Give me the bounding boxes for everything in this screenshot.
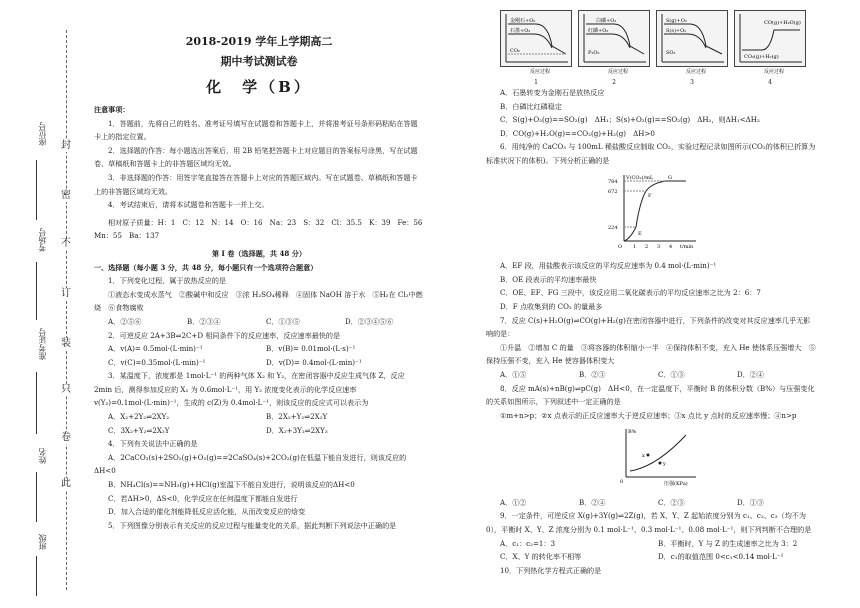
q5-option-d: D．CO(g)+H₂O(g)==CO₂(g)+H₂(g) ΔH>0 [500,128,655,138]
note-item: 3．非选择题的作答：用签字笔直接答在答题卡上对应的答题区域内。写在试题卷、草稿纸和答题卡上的非答题区域均无效。 [94,172,418,196]
q8-option-c: C．②③ [658,497,685,507]
subject-title: 化 学（B） [206,78,312,96]
energy-graph-4-plot [734,10,806,76]
exam-room-label: 考场号 [38,228,47,252]
seal-line [66,30,67,590]
q9-stem: 9．一定条件，可逆反应 X(g)+3Y(g)⇌2Z(g)，若 X、Y、Z 起始浓度分别为 c₁、c₂、c₃（均不为 0），平衡时 X、Y、Z 浓度分别为 0.1 mol·L⁻¹、0.3 mol·L⁻¹、0.08 mol·L⁻¹，则下列判断不合理的是 [486,511,812,535]
graph-1-xlabel: 反应过程 [529,69,551,75]
q7-option-d: D．②④ [737,369,764,379]
q6-xtick-3: 3 [657,243,661,250]
graph-3-mid-label: S(s)+O₂ [666,28,687,34]
q6-figure [606,171,816,256]
energy-graph-3 [656,10,728,86]
q1-option-a: A．②⑤⑥ [108,316,142,326]
q7-option-b: B．②③ [579,369,606,379]
seat-number-label: 座位号 [38,122,47,146]
energy-graph-2 [578,10,650,86]
q8-origin: 0 [620,479,624,486]
q8-point-x: x [642,453,645,460]
q8-figure [616,425,816,492]
q8-option-a: A．①② [500,497,527,507]
q2-option-a: A．v(A)= 0.5mol·(L·min)⁻¹ [108,344,203,354]
exam-room-field[interactable] [36,262,37,320]
q9-options-row1 [500,537,816,551]
ticket-number-field[interactable] [36,372,37,434]
q6-xtick-2: 2 [645,243,649,250]
energy-graph-1-plot [500,10,572,76]
graph-4-xlabel: 反应过程 [763,69,785,75]
exam-title-name: 期中考试测试卷 [220,55,298,68]
q7-options [500,368,816,382]
q8-xlabel: 压强(KPa) [664,481,688,488]
q6-stem: 6．用纯净的 CaCO₃ 与 100mL 稀盐酸反应制取 CO₂，实验过程记录如图所示(CO₂的体积已折算为标准状况下的体积)。下列分析正确的是 [486,142,816,165]
q1-options [108,315,424,329]
right-column [486,10,816,577]
graph-4-number: 4 [768,79,772,86]
q10-stem: 10．下列热化学方程式正确的是 [500,565,602,575]
q9-option-b: B．平衡时，Y 与 Z 的生成速率之比为 3：2 [658,538,798,548]
q7-option-c: C．①③ [658,369,685,379]
graph-2-xlabel: 反应过程 [607,69,629,75]
q6-xlabel: t/min [680,243,694,250]
q7-option-a: A．①⑤ [500,369,527,379]
energy-graph-1 [500,10,572,86]
q5-option-b: B．白磷比红磷稳定 [500,101,562,111]
energy-graph-2-plot [578,10,650,76]
graph-3-xlabel: 反应过程 [685,69,707,75]
graph-1-number: 1 [534,79,538,86]
q6-xtick-1: 1 [633,243,637,250]
q1-body: ①液态水变成水蒸气 ②酸碱中和反应 ③浓 H₂SO₄稀释 ④固体 NaOH 溶于水 ⑤H₂在 Cl₂中燃烧 ⑥食物腐败 [94,289,423,313]
q8-ylabel: B% [628,429,637,436]
q7-stem: 7．反应 C(s)+H₂O(g)⇌CO(g)+H₂(g)在密闭容器中进行，下列条件的改变对其反应速率几乎无影响的是： [486,315,811,339]
graph-2-number: 2 [612,79,616,86]
q8-body: ①m+n>p；②x 点表示的正反应速率大于逆反应速率；③x 点比 y 点时的反应速率慢；④n>p [500,410,797,420]
name-field[interactable] [36,472,37,522]
q3-option-b: B．2X₂+Y₂⇌2X₂Y [266,412,328,422]
seal-char: 此 [61,478,71,489]
graph-1-mid-label: 石墨+O₂ [510,28,531,34]
q1-stem: 1．下列变化过程，属于放热反应的是 [108,276,227,286]
seal-char: 卷 [61,432,71,443]
q6-ytick-672: 672 [608,188,618,195]
q6-option-c: C．OE、EF、FG 三段中，该反应用二氧化碳表示的平均反应速率之比为 2：6：7 [500,288,761,298]
q8-pressure-graph [616,425,700,487]
q3-stem: 3．某温度下，浓度都是 1mol·L⁻¹ 的两种气体 X₂ 和 Y₂，在密闭容器中反应生成气体 Z，反应 2min 后，测得参加反应的 X₂ 为 0.6mol·L⁻¹，用 Y₂ 浓度变化表示的化学反应速率 v(Y₂)=0.1mol·(L·min)⁻¹，生成的 c(Z)为 0.4mol·L⁻¹，则该反应的反应式可以表示为 [94,371,405,408]
note-item: 2．选择题的作答：每小题选出答案后，用 2B 铅笔把答题卡上对应题目的答案标号涂黑，写在试题卷、草稿纸和答题卡上的非答题区域均无效。 [94,145,418,169]
graph-4-top-label: CO(g)+H₂O(g) [764,20,801,26]
q6-point-g: G [668,174,672,181]
q8-point-y: y [663,461,666,468]
graph-3-top-label: S(g)+O₂ [666,18,687,24]
part1-title: 第 I 卷（选择题，共 48 分） [211,248,306,258]
graph-3-number: 3 [690,79,694,86]
exam-title-year: 2018-2019 学年上学期高二 [185,35,333,48]
q2-stem: 2．可逆反应 2A+3B⇌2C+D 相同条件下的反应速率，反应速率最快的是 [108,330,341,340]
seat-number-field[interactable] [36,160,37,220]
q3-option-c: C．3X₂+Y₂⇌2X₃Y [108,425,170,435]
seal-char: 订 [61,288,71,299]
q5-stem: 5．下列图像分别表示有关反应的反应过程与能量变化的关系，据此判断下列说法中正确的是 [108,520,397,530]
q4-stem: 4．下列有关说法中正确的是 [108,439,198,449]
class-label: 班级 [38,534,47,550]
seal-char: 只 [61,384,71,395]
q9-option-a: A．c₁：c₂=1：3 [500,538,556,548]
q9-options-row2 [500,550,816,564]
notes-heading: 注意事项： [94,105,130,114]
q1-option-b: B．②③④ [187,316,221,326]
q4-option-a: A．2CaCO₃(s)+2SO₂(g)+O₂(g)==2CaSO₄(s)+2CO₂(g)在低温下能自发进行，则该反应的ΔH<0 [94,452,407,476]
seal-char: 装 [61,338,71,349]
graph-3-bottom-label: SO₂ [666,50,676,56]
q3-option-d: D．X₂+3Y₂⇌2XY₃ [266,425,328,435]
graph-1-top-label: 金刚石+O₂ [510,18,536,24]
q2-option-b: B．v(B)= 0.01mol·(L·s)⁻¹ [266,344,356,354]
q8-options [500,496,816,510]
seal-char: 不 [61,238,71,249]
note-item: 4．考试结束后，请将本试题卷和答题卡一并上交。 [108,200,269,210]
q2-option-d: D．v(D)= 0.4mol·(L·min)⁻¹ [266,357,362,367]
q6-volume-time-graph [606,171,702,251]
q1-option-c: C．①③⑤ [266,316,300,326]
q3-option-a: A．X₂+2Y₂⇌2XY₂ [108,412,170,422]
graph-2-bottom-label: P₂O₅ [588,50,600,56]
section-heading: 一、选择题（每小题 3 分，共 48 分，每小题只有一个选项符合题意） [94,262,318,272]
atomic-masses: 相对原子质量：H：1 C：12 N：14 O：16 Na：23 S：32 Cl：35.5 K：39 Fe：56 Mn：55 Ba：137 [94,217,423,241]
ticket-number-label: 准考证号 [38,328,47,360]
q5-energy-graphs [500,10,816,86]
q6-ytick-224: 224 [608,224,618,231]
q6-ylabel: V(CO₂)/mL [626,174,654,181]
q4-option-b: B．NH₄Cl(s)==NH₃(g)+HCl(g)室温下不能自发进行，说明该反应的ΔH<0 [108,480,355,490]
q4-option-d: D．加入合适的催化剂能降低反应活化能，从而改变反应的焓变 [108,507,306,517]
q8-option-d: D．①③ [737,497,764,507]
q2-option-c: C．v(C)=0.35mol·(L·min)⁻¹ [108,357,206,367]
q6-option-d: D．F 点收集到的 CO₂ 的量最多 [500,301,603,311]
q5-option-c: C．S(g)+O₂(g)==SO₂(g) ΔH₁；S(s)+O₂(g)==SO₂(g) ΔH₂，则ΔH₁<ΔH₂ [500,115,760,125]
seal-char: 封 [61,140,71,151]
q2-options-row2 [108,356,424,370]
q3-options-row2 [108,424,424,438]
graph-4-bottom-label: CO₂(g)+H₂(g) [744,54,779,60]
energy-graph-4 [734,10,806,86]
class-field[interactable] [36,556,37,596]
q3-options-row1 [108,410,424,424]
q5-option-a: A．石墨转变为金刚石是放热反应 [500,88,605,97]
q6-option-a: A．EF 段，用盐酸表示该反应的平均反应速率为 0.4 mol·(L·min)⁻¹ [500,261,717,271]
q1-option-d: D．②③④⑤⑥ [345,316,394,326]
name-label: 姓名 [38,448,47,464]
q8-option-b: B．②④ [579,497,606,507]
graph-2-top-label: 白磷+O₂ [596,18,617,24]
q9-option-c: C．X、Y 的转化率不相等 [500,552,582,562]
q6-option-b: B．OE 段表示的平均速率最快 [500,274,597,284]
graph-1-bottom-label: CO₂ [510,48,520,54]
seal-char: 密 [61,190,71,201]
q6-point-o: O [618,243,623,250]
q4-option-c: C．若ΔH>0，ΔS<0，化学反应在任何温度下都能自发进行 [108,493,298,503]
note-item: 1．答题前，先将自己的姓名、准考证号填写在试题卷和答题卡上，并将准考证号条形码粘贴在答题卡上的指定位置。 [94,118,418,142]
q6-point-f: F [648,192,652,199]
q6-point-e: E [638,230,642,237]
left-column [94,34,424,532]
energy-graph-3-plot [656,10,728,76]
graph-2-mid-label: 红磷+O₂ [588,28,609,34]
q2-options-row1 [108,342,424,356]
q6-ytick-784: 784 [608,178,618,185]
q8-stem: 8．反应 mA(s)+nB(g)⇌pC(g) ΔH<0，在一定温度下，平衡时 B 的体积分数（B%）与压强变化的关系如图所示，下列叙述中一定正确的是 [486,383,815,407]
binding-strip [0,0,92,608]
q9-option-d: D．c₁的取值范围 0<c₁<0.14 mol·L⁻¹ [658,552,784,562]
q7-body: ①升温 ②增加 C 的量 ③将容器的体积缩小一半 ④保持体积不变，充入 He 使体系压强增大 ⑤保持压强不变，充入 He 使容器体积变大 [486,342,816,366]
q6-xtick-4: 4 [669,243,673,250]
